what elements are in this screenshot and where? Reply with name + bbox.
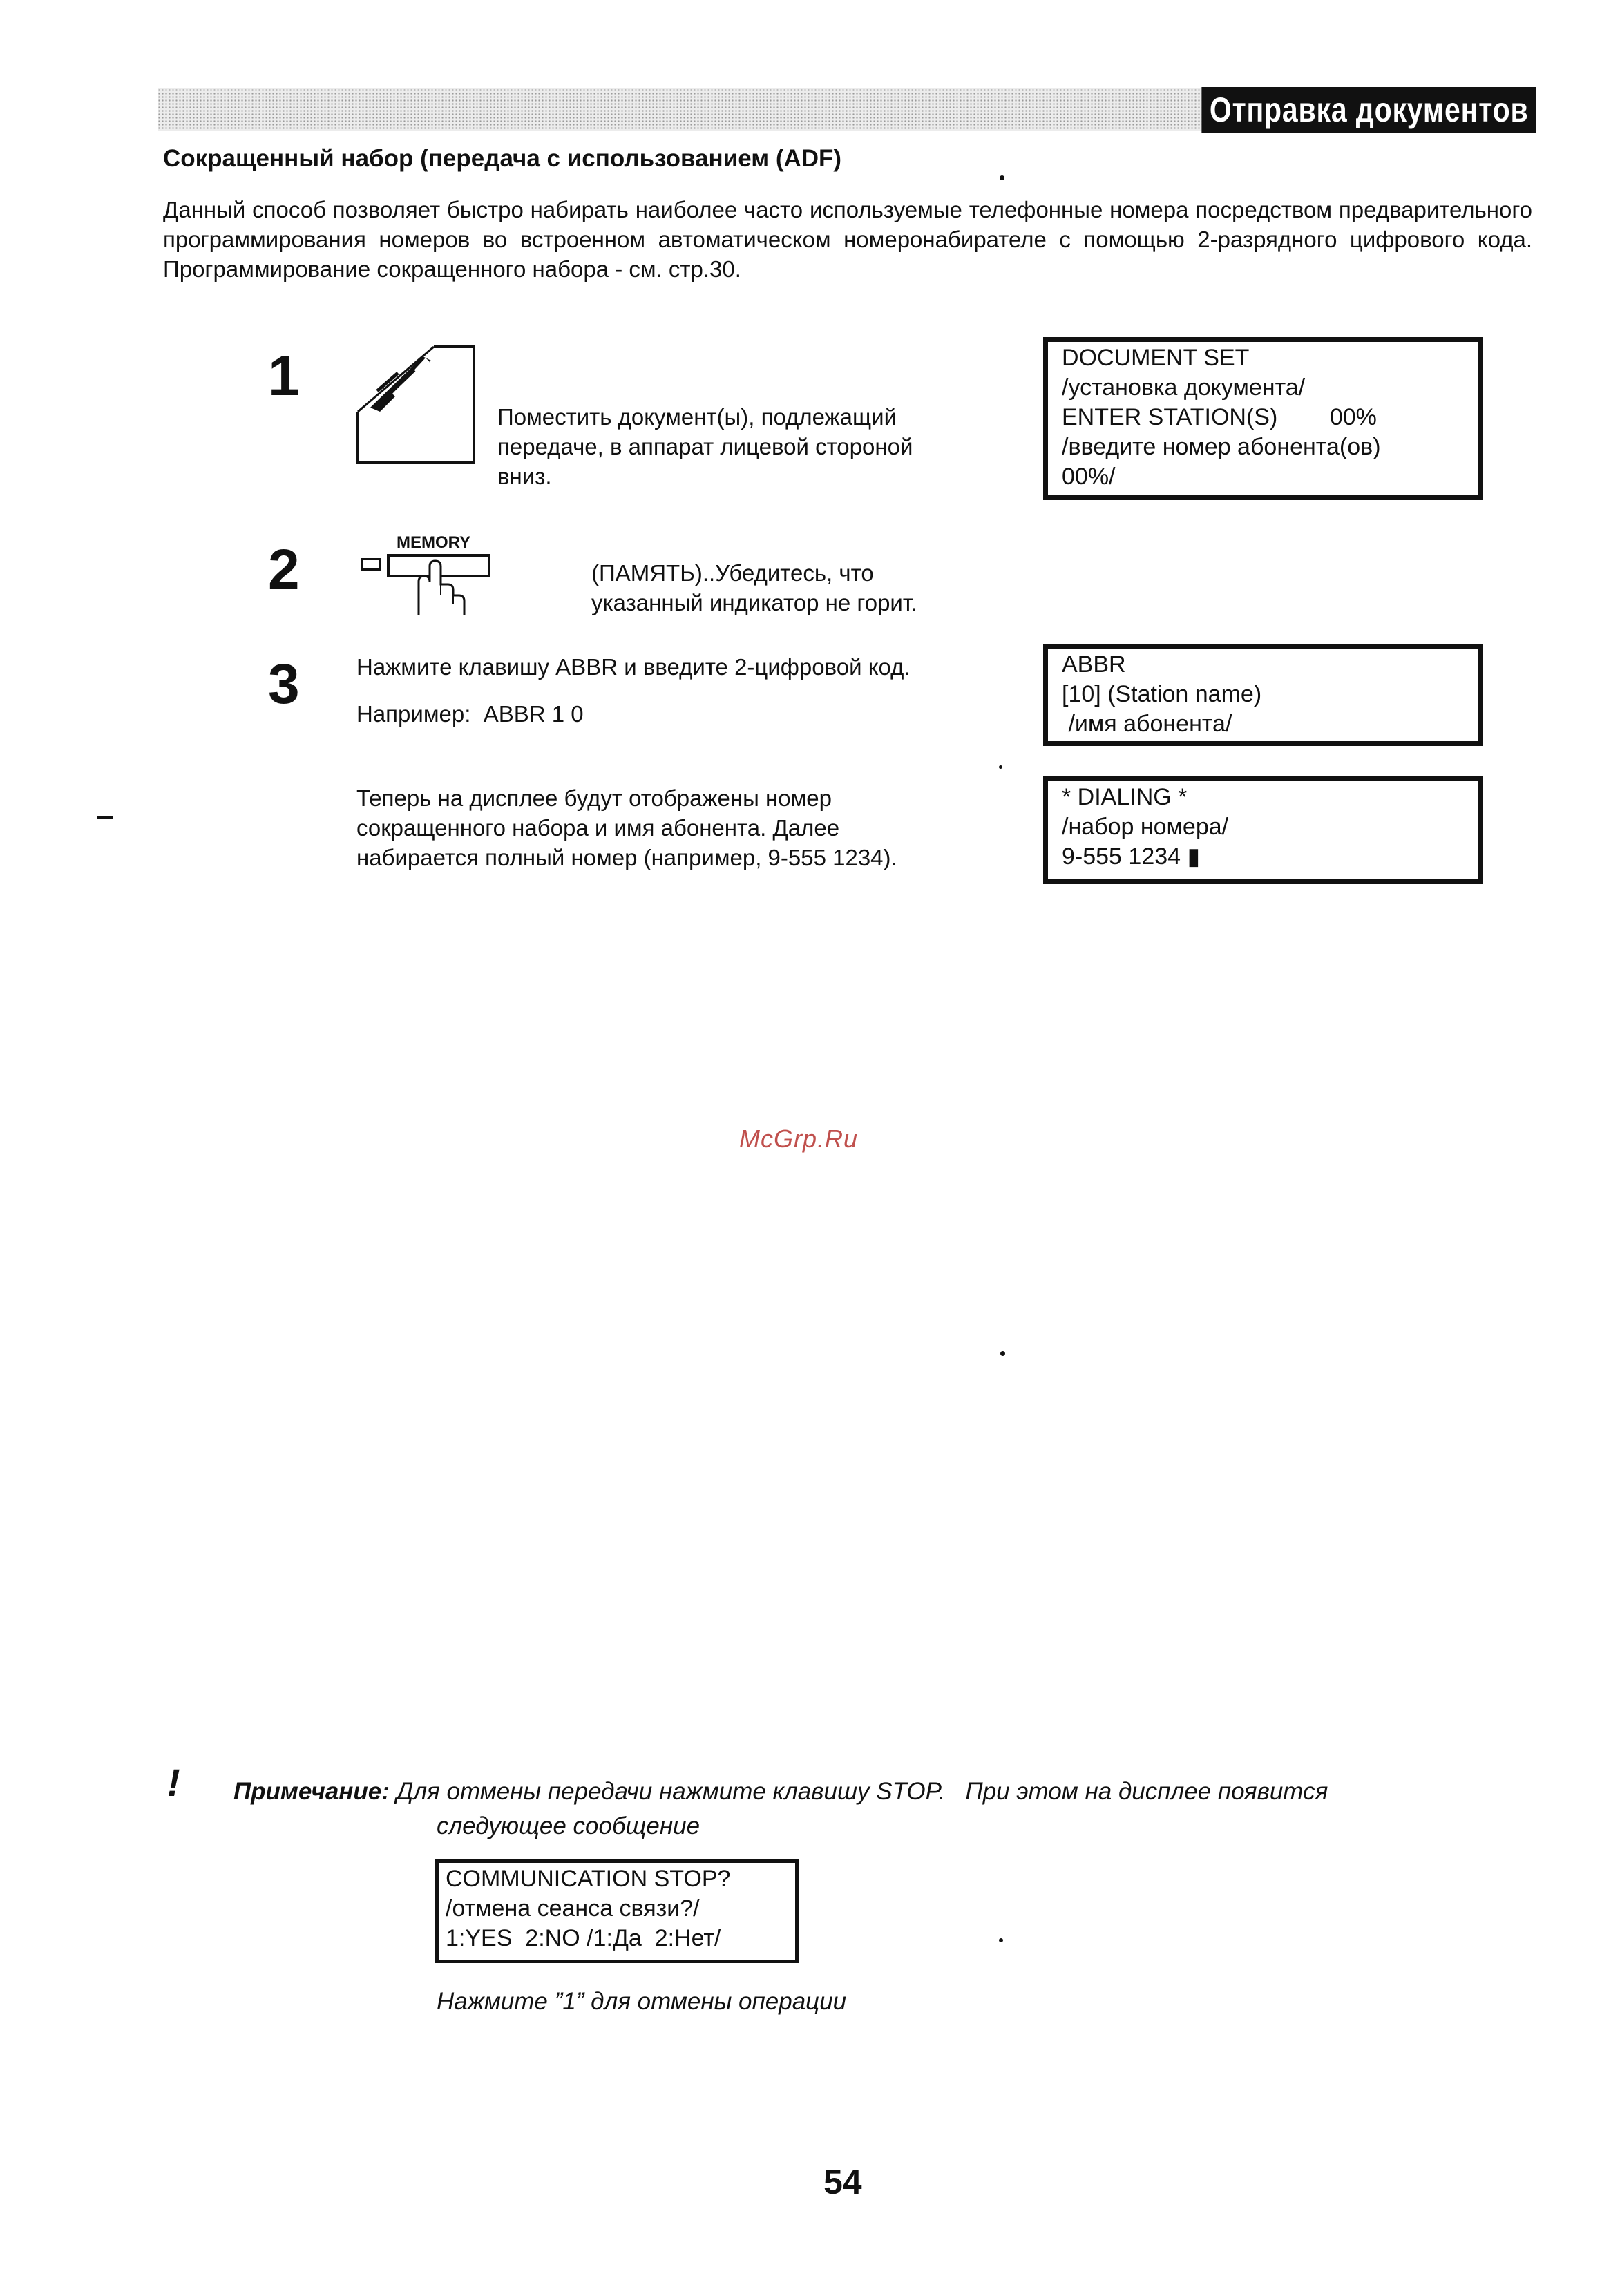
step-1-number: 1 [268, 345, 300, 408]
section-title: Сокращенный набор (передача с использованием (ADF) [163, 145, 842, 172]
step-3-number: 3 [268, 653, 300, 716]
chapter-title: Отправка документов [1201, 87, 1536, 133]
note-line-1: Примечание: Для отмены передачи нажмите клавишу STOP. При этом на дисплее появится [233, 1778, 1328, 1805]
note-line-2: следующее сообщение [437, 1812, 700, 1839]
indicator-led-icon [361, 558, 381, 571]
margin-mark [97, 816, 113, 819]
memory-key-press-icon [387, 554, 490, 621]
speck [1000, 175, 1004, 180]
page-number: 54 [823, 2163, 862, 2201]
step-1-text: Поместить документ(ы), подлежащий передаче, в аппарат лицевой стороной вниз. [497, 404, 913, 489]
lcd-display-step1: DOCUMENT SET /установка документа/ ENTER STATION(S) 00% /введите номер абонента(ов) 00%/ [1043, 337, 1483, 500]
note-footer: Нажмите ”1” для отмены операции [437, 1988, 847, 2015]
watermark: McGrp.Ru [739, 1125, 859, 1153]
note-exclamation-icon: ! [167, 1761, 180, 1804]
intro-paragraph: Данный способ позволяет быстро набирать наиболее часто используемые телефонные номера посредством предварительного программирования номеров во встроенном автоматическом номеронабирателе с помощью 2-разрядного цифрового кода. Программирование сокращенного набора - см. стр.30. [163, 197, 1532, 282]
step-3-followup: Теперь на дисплее будут отображены номер сокращенного набора и имя абонента. Далее набирается полный номер (например, 9-555 1234). [356, 785, 897, 870]
step-3-example: Например: ABBR 1 0 [356, 701, 584, 727]
speck [1000, 1351, 1005, 1356]
lcd-display-dialing: * DIALING * /набор номера/ 9-555 1234 ▮ [1043, 776, 1483, 884]
memory-key-label: MEMORY [397, 533, 471, 552]
lcd-display-communication-stop: COMMUNICATION STOP? /отмена сеанса связи?/ 1:YES 2:NO /1:Да 2:Нет/ [435, 1859, 799, 1963]
step-2-number: 2 [268, 538, 300, 601]
document-feed-icon [356, 345, 481, 472]
step-3-instruction: Нажмите клавишу ABBR и введите 2-цифровой код. [356, 654, 911, 680]
speck [999, 1938, 1003, 1942]
speck [999, 765, 1002, 769]
step-2-text: (ПАМЯТЬ)..Убедитесь, что указанный индикатор не горит. [591, 560, 917, 615]
lcd-display-abbr: ABBR [10] (Station name) /имя абонента/ [1043, 644, 1483, 746]
